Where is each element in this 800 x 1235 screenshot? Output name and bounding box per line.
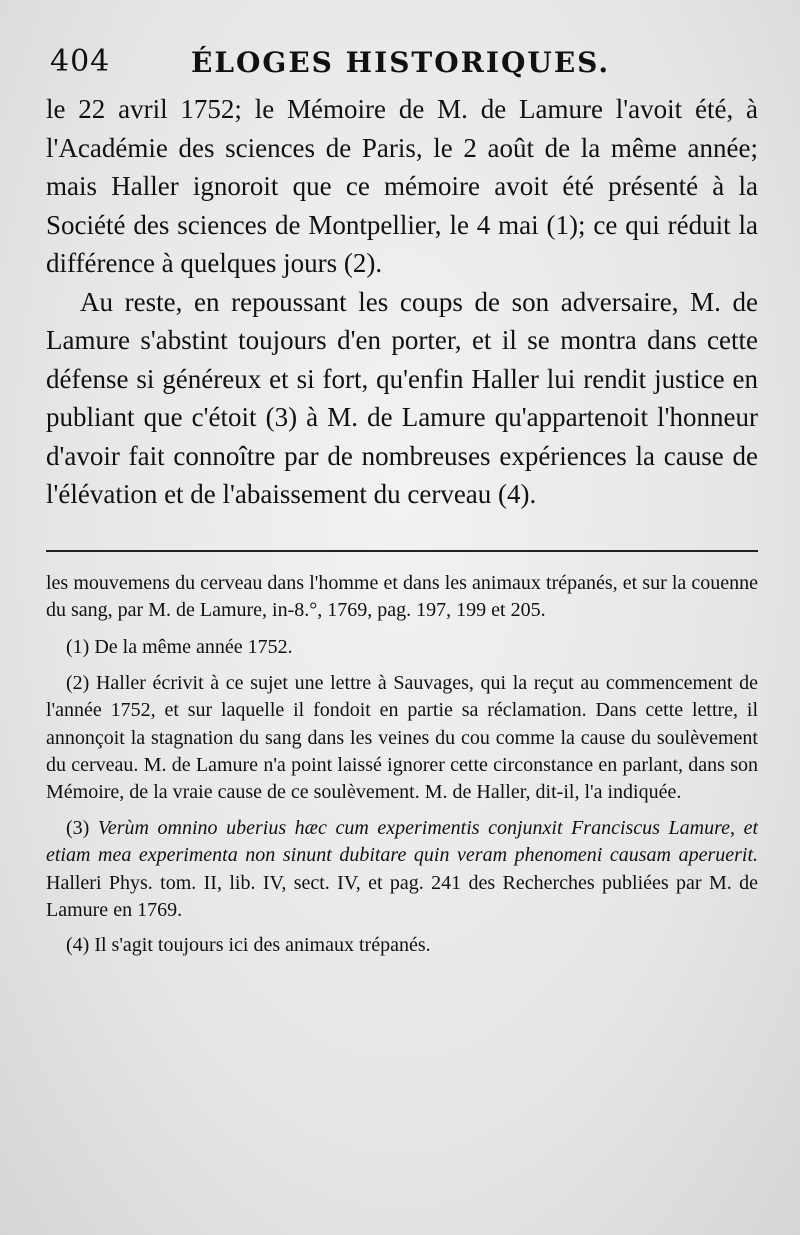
paragraph-1: le 22 avril 1752; le Mémoire de M. de Lamure l'avoit été, à l'Académie des sciences de Paris, le 2 août de la même année; mais Haller ignoroit que ce mémoire avoit été présenté à la Société des sciences de Montpellier, le 4 mai (1); ce qui réduit la différence à quelques jours (2). (46, 94, 758, 278)
footnote-2: (2) Haller écrivit à ce sujet une lettre à Sauvages, qui la reçut au commencement de l'année 1752, et sur laquelle il fondoit en partie sa réclamation. Dans cette lettre, il annonçoit la stagnation du sang dans les veines du cou comme la cause du soulèvement du cerveau. M. de Lamure n'a point laissé ignorer cette circonstance en parlant, dans son Mémoire, de la vraie cause de ce soulèvement. M. de Haller, dit-il, l'a indiquée. (46, 671, 758, 804)
page-number: 404 (50, 44, 111, 79)
footnote-3-reference: Halleri Phys. tom. II, lib. IV, sect. IV, et pag. 241 des Recherches publiées par M. de Lamure en 1769. (46, 871, 758, 921)
footnote-3-latin-quote: Verùm omnino uberius hæc cum experimentis conjunxit Franciscus Lamure, et etiam mea experimenta non sinunt dubitare quin veram phenomeni causam aperuerit. (46, 816, 758, 867)
footnote-3-marker: (3) (66, 816, 90, 839)
footnote-divider (46, 550, 758, 552)
footnotes (46, 570, 758, 960)
footnote-3 (46, 815, 758, 925)
footnote-1: (1) De la même année 1752. (66, 636, 293, 659)
main-text (46, 90, 758, 514)
footnote-4: (4) Il s'agit toujours ici des animaux trépanés. (66, 934, 431, 957)
footnote-continuation: les mouvemens du cerveau dans l'homme et dans les animaux trépanés, et sur la couenne du sang, par M. de Lamure, in-8.°, 1769, pag. 197, 199 et 205. (46, 571, 758, 621)
page-header (46, 38, 758, 88)
paragraph-2: Au reste, en repoussant les coups de son adversaire, M. de Lamure s'abstint toujours d'en porter, et il se montra dans cette défense si généreux et si fort, qu'enfin Haller lui rendit justice en publiant que c'étoit (3) à M. de Lamure qu'appartenoit l'honneur d'avoir fait connoître par de nombreuses expériences la cause de l'élévation et de l'abaissement du cerveau (4). (46, 286, 758, 509)
running-title: ÉLOGES HISTORIQUES. (191, 46, 611, 79)
